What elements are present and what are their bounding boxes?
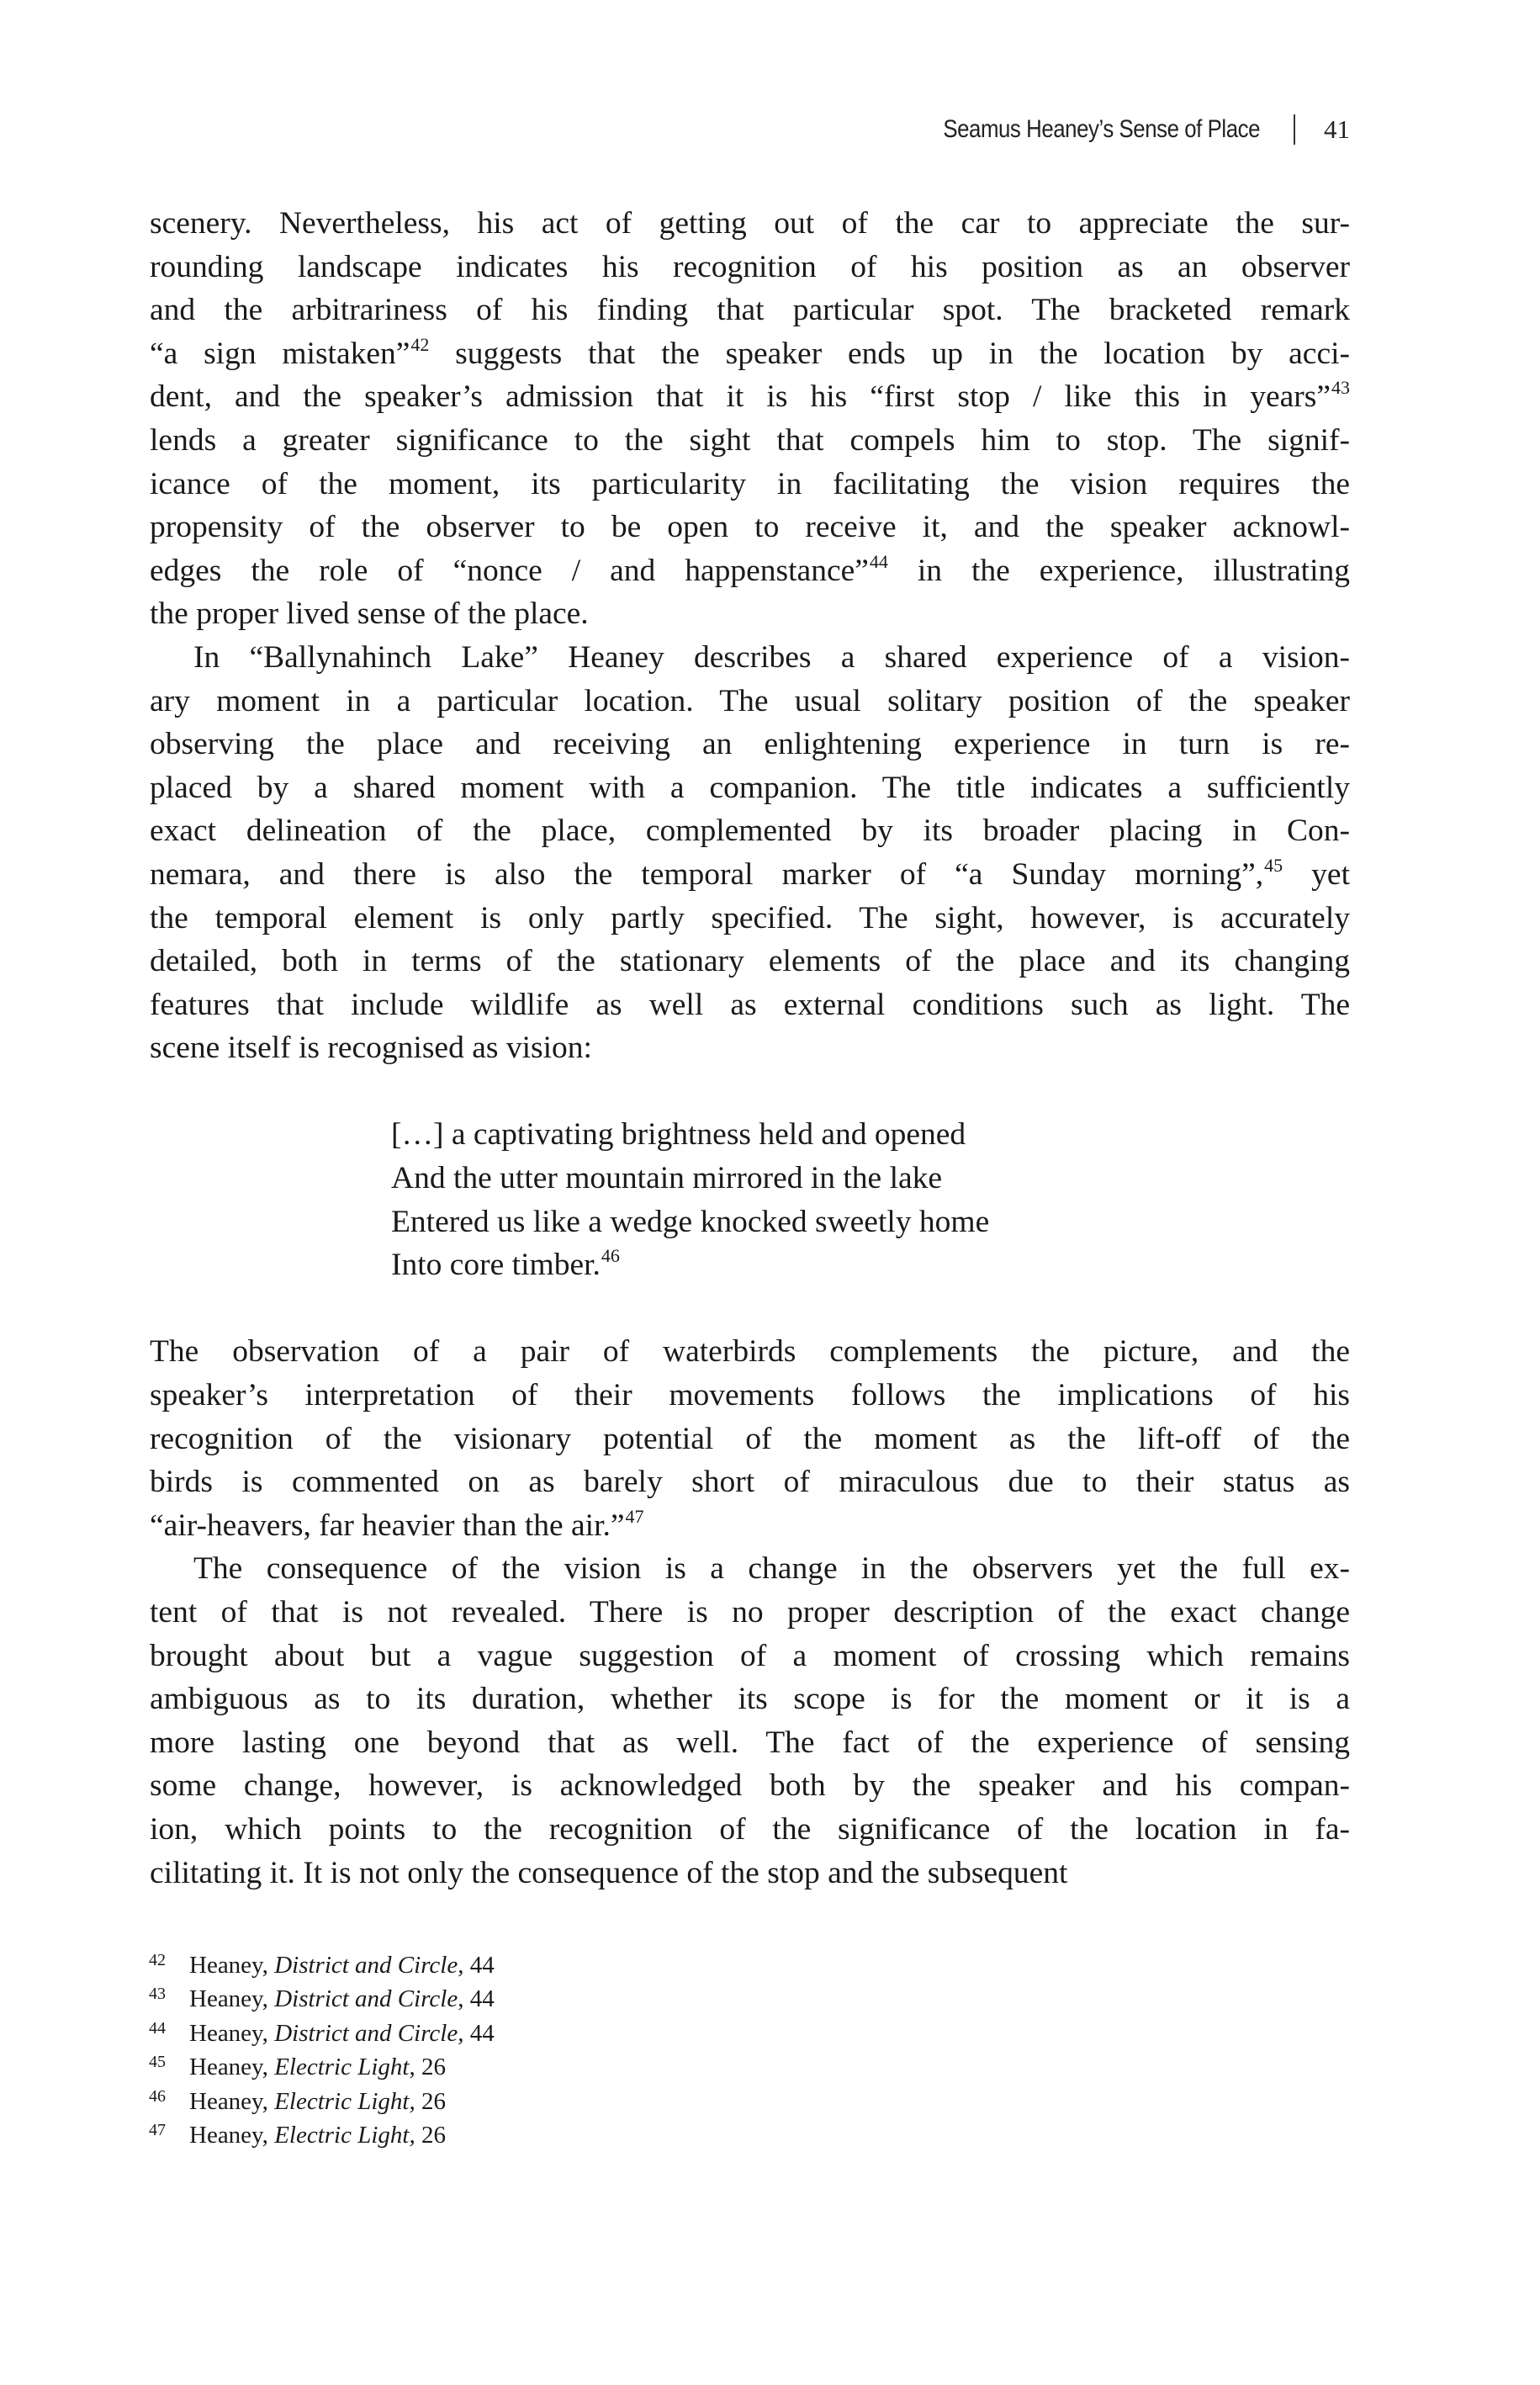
footnote-number: 42 <box>149 1951 166 1969</box>
text-line: recognition of the visionary potential of the moment as the lift-off of the <box>150 1421 1350 1456</box>
footnote-text: Heaney, Electric Light, 26 <box>189 2054 446 2081</box>
running-header <box>150 109 1350 150</box>
footnote-number: 43 <box>149 1985 166 2004</box>
text-line: nemara, and there is also the temporal marker of “a Sunday morning”,$^{45}$ yet <box>150 854 1350 892</box>
footnote-reference[interactable]: 45 <box>1264 854 1283 876</box>
footnote-book-title: District and Circle, <box>274 2019 464 2047</box>
text-line: features that include wildlife as well as external conditions such as light. The <box>150 987 1350 1022</box>
poem-line: Into core timber.$^{46}$ <box>391 1245 620 1283</box>
footnote-number: 45 <box>149 2053 166 2072</box>
footnote-reference[interactable]: 47 <box>625 1505 644 1527</box>
footnote-item <box>149 2050 1349 2084</box>
text-line: the proper lived sense of the place. <box>150 596 589 632</box>
block-quote-poem <box>391 1113 1350 1286</box>
footnote-number: 44 <box>149 2018 166 2038</box>
footnote-item <box>149 2085 1349 2118</box>
text-line: icance of the moment, its particularity in facilitating the vision requires the <box>150 466 1350 501</box>
text-line: The consequence of the vision is a change in the observers yet the full ex- <box>193 1551 1350 1587</box>
text-line: “a sign mistaken”$^{42}$ suggests that the speaker ends up in the location by acci- <box>150 333 1350 371</box>
text-line: brought about but a vague suggestion of a moment of crossing which remains <box>150 1638 1350 1673</box>
footnote-text: Heaney, District and Circle, 44 <box>189 2019 495 2047</box>
text-line: observing the place and receiving an enlightening experience in turn is re- <box>150 727 1350 762</box>
page-number: 41 <box>1324 114 1350 144</box>
paragraph-2 <box>150 636 1350 1070</box>
text-line: tent of that is not revealed. There is no proper description of the exact change <box>150 1595 1350 1630</box>
footnote-item <box>149 1948 1349 1982</box>
footnote-item <box>149 2118 1349 2152</box>
text-line: scene itself is recognised as vision: <box>150 1031 592 1066</box>
footnote-book-title: Electric Light <box>274 2054 410 2081</box>
footnote-book-title: Electric Light, <box>274 2121 415 2149</box>
footnote-reference[interactable]: 42 <box>410 333 430 355</box>
paragraph-1 <box>150 202 1350 636</box>
footnote-text: Heaney, Electric Light, 26 <box>189 2121 446 2149</box>
footnote-item <box>149 1982 1349 2016</box>
footnote-number: 47 <box>149 2120 166 2139</box>
text-line: cilitating it. It is not only the consequence of the stop and the subsequent <box>150 1855 1068 1890</box>
text-line: placed by a shared moment with a companion. The title indicates a sufficiently <box>150 770 1350 805</box>
footnote-reference[interactable]: 43 <box>1331 377 1350 399</box>
footnote-item <box>149 2017 1349 2050</box>
footnote-book-title: Electric Light, <box>274 2087 415 2115</box>
text-line: The observation of a pair of waterbirds complements the picture, and the <box>150 1334 1350 1370</box>
text-line: detailed, both in terms of the stationary elements of the place and its changing <box>150 944 1350 979</box>
text-line: lends a greater significance to the sight that compels him to stop. The signif- <box>150 422 1350 458</box>
footnote-text: Heaney, Electric Light, 26 <box>189 2087 446 2115</box>
text-line: birds is commented on as barely short of miraculous due to their status as <box>150 1465 1350 1500</box>
footnote-book-title: District and Circle <box>274 1952 458 1979</box>
text-line: speaker’s interpretation of their movements follows the implications of his <box>150 1378 1350 1413</box>
text-line: propensity of the observer to be open to receive it, and the speaker acknowl- <box>150 510 1350 545</box>
paragraph-4 <box>150 1547 1350 1895</box>
text-line: ary moment in a particular location. The usual solitary position of the speaker <box>150 683 1350 718</box>
text-line: some change, however, is acknowledged both by the speaker and his compan- <box>150 1768 1350 1804</box>
footnote-text: Heaney, District and Circle, 44 <box>189 1985 495 2013</box>
text-line: and the arbitrariness of his finding that particular spot. The bracketed remark <box>150 293 1350 328</box>
text-line: ambiguous as to its duration, whether its scope is for the moment or it is a <box>150 1682 1350 1717</box>
text-line: scenery. Nevertheless, his act of getting out of the car to appreciate the sur- <box>150 206 1350 241</box>
text-line: “air-heavers, far heavier than the air.”$^{47}$ <box>150 1505 644 1543</box>
text-line: In “Ballynahinch Lake” Heaney describes a shared experience of a vision- <box>193 639 1350 675</box>
text-line: rounding landscape indicates his recognition of his position as an observer <box>150 249 1350 284</box>
footnote-number: 46 <box>149 2086 166 2106</box>
footnotes <box>149 1948 1349 2152</box>
poem-line: Entered us like a wedge knocked sweetly home <box>391 1204 990 1239</box>
body-text <box>150 202 1350 1895</box>
running-header-title: Seamus Heaney’s Sense of Place <box>943 115 1260 143</box>
text-line: the temporal element is only partly specified. The sight, however, is accurately <box>150 900 1350 935</box>
text-line: edges the role of “nonce / and happenstance”$^{44}$ in the experience, illustrating <box>150 550 1350 588</box>
poem-line: […] a captivating brightness held and opened <box>391 1117 966 1153</box>
footnote-book-title: District and Circle <box>274 1985 458 2013</box>
footnote-reference[interactable]: 46 <box>601 1245 620 1267</box>
text-line: exact delineation of the place, complemented by its broader placing in Con- <box>150 814 1350 849</box>
text-line: ion, which points to the recognition of the significance of the location in fa- <box>150 1811 1350 1847</box>
poem-line: And the utter mountain mirrored in the lake <box>391 1161 943 1196</box>
text-line: dent, and the speaker’s admission that it is his “first stop / like this in years”$^{43}$ <box>150 377 1350 415</box>
text-line: more lasting one beyond that as well. The fact of the experience of sensing <box>150 1725 1350 1760</box>
footnote-text: Heaney, District and Circle, 44 <box>189 1952 495 1979</box>
footnote-reference[interactable]: 44 <box>869 550 888 572</box>
header-divider <box>1294 114 1295 145</box>
paragraph-3 <box>150 1330 1350 1547</box>
